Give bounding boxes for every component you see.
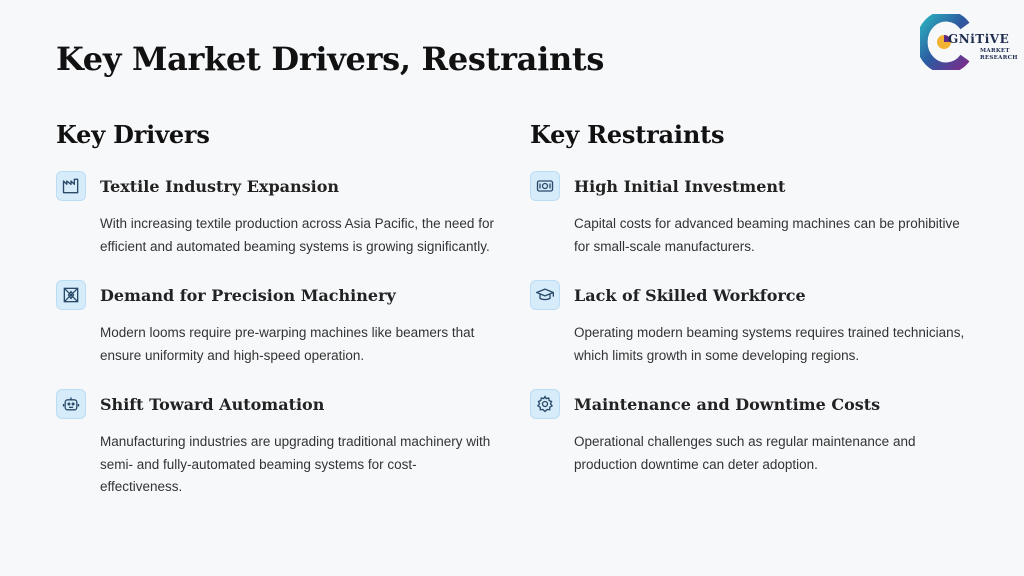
precision-icon <box>56 280 86 310</box>
logo-subtext: MARKET <box>980 48 1010 54</box>
driver-item <box>56 389 496 499</box>
restraint-item <box>530 389 970 476</box>
driver-title: Demand for Precision Machinery <box>100 285 396 305</box>
driver-text: Manufacturing industries are upgrading traditional machinery with semi- and fully-automated beaming systems for cost-effectiveness. <box>100 434 491 494</box>
driver-item <box>56 171 496 258</box>
robot-icon <box>56 389 86 419</box>
driver-title: Textile Industry Expansion <box>100 176 340 196</box>
restraint-title: Lack of Skilled Workforce <box>574 285 806 305</box>
restraints-heading: Key Restraints <box>530 120 725 149</box>
drivers-column <box>56 120 496 521</box>
logo-subtext: RESEARCH <box>980 55 1018 61</box>
graduation-cap-icon <box>530 280 560 310</box>
restraint-text: Operating modern beaming systems requires trained technicians, which limits growth in some developing regions. <box>574 325 965 363</box>
page-title: Key Market Drivers, Restraints <box>56 40 605 78</box>
restraint-item <box>530 280 970 367</box>
restraint-text: Capital costs for advanced beaming machines can be prohibitive for small-scale manufacturers. <box>574 216 960 254</box>
driver-item <box>56 280 496 367</box>
restraint-title: Maintenance and Downtime Costs <box>574 394 881 414</box>
factory-icon <box>56 171 86 201</box>
banknote-icon <box>530 171 560 201</box>
driver-text: With increasing textile production across Asia Pacific, the need for efficient and automated beaming systems is growing significantly. <box>100 216 494 254</box>
gear-icon <box>530 389 560 419</box>
driver-text: Modern looms require pre-warping machines like beamers that ensure uniformity and high-speed operation. <box>100 325 475 363</box>
logo-wordmark: GNiTiVE <box>948 32 1010 46</box>
restraints-column <box>530 120 970 498</box>
drivers-heading: Key Drivers <box>56 120 210 149</box>
driver-title: Shift Toward Automation <box>100 394 325 414</box>
restraint-text: Operational challenges such as regular maintenance and production downtime can deter adoption. <box>574 434 916 472</box>
company-logo <box>918 12 1018 72</box>
restraint-item <box>530 171 970 258</box>
restraint-title: High Initial Investment <box>574 176 786 196</box>
